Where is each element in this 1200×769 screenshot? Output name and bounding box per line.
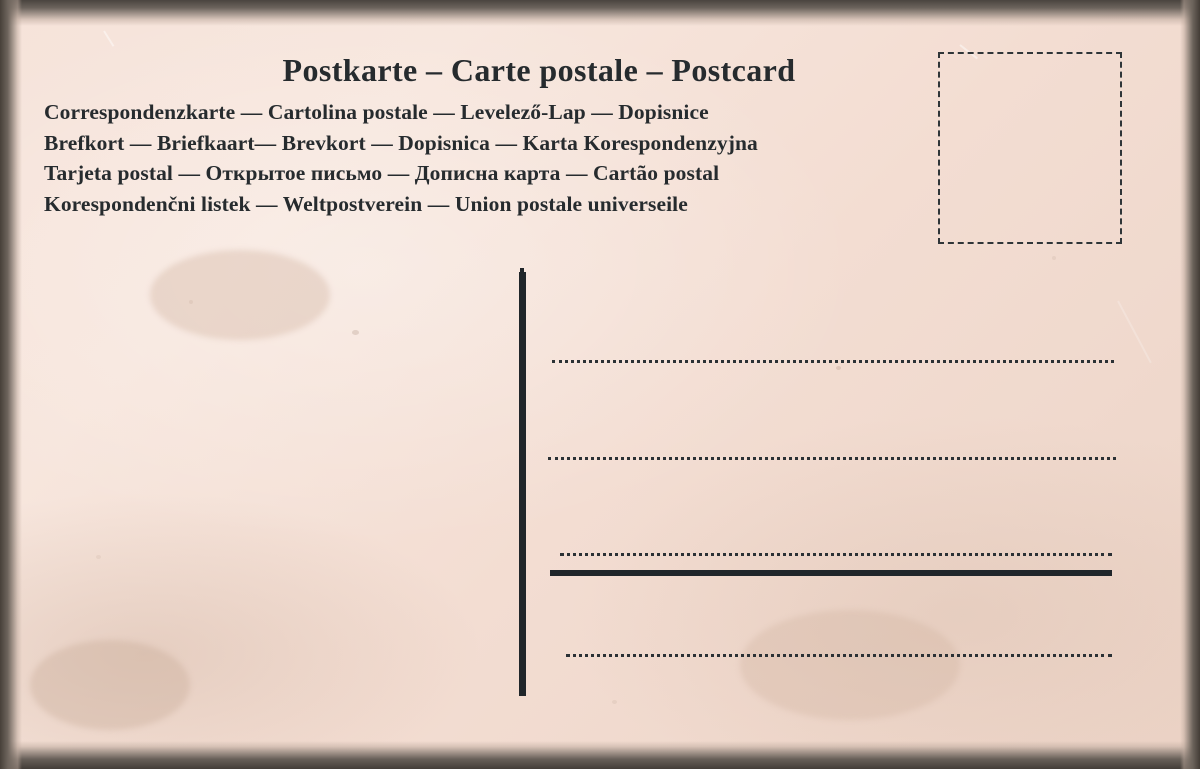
postcard-edge-left	[0, 0, 22, 769]
language-line-1: Correspondenzkarte — Cartolina postale — Levelező-Lap — Dopisnice	[44, 100, 709, 124]
paper-speck	[96, 555, 101, 559]
paper-scratch	[1117, 301, 1152, 364]
address-dotted-line-2	[548, 457, 1116, 460]
postcard-header	[44, 52, 934, 219]
paper-speck	[612, 700, 617, 704]
language-line-2: Brefkort — Briefkaart— Brevkort — Dopisnica — Karta Korespondenzyjna	[44, 130, 758, 155]
paper-speck	[352, 330, 359, 335]
paper-speck	[189, 300, 193, 304]
paper-speck	[1052, 256, 1056, 260]
address-solid-line	[550, 570, 1112, 576]
address-dotted-line-1	[552, 360, 1114, 363]
paper-speck	[836, 366, 841, 370]
center-divider-line	[519, 272, 526, 696]
paper-scratch	[103, 30, 114, 46]
paper-smudge	[740, 610, 960, 720]
paper-smudge	[150, 250, 330, 340]
paper-smudge	[30, 640, 190, 730]
language-line-3: Tarjeta postal — Открытое письмо — Дописна карта — Cartão postal	[44, 161, 720, 186]
stamp-placement-box	[938, 52, 1122, 244]
language-line-4: Korespondenčni listek — Weltpostverein — Union postale universeile	[44, 191, 688, 216]
postcard-edge-right	[1180, 0, 1200, 769]
address-dotted-line-3	[560, 553, 1112, 556]
address-dotted-line-4	[566, 654, 1112, 657]
postcard-title: Postkarte – Carte postale – Postcard	[282, 52, 796, 88]
postcard-edge-top	[0, 0, 1200, 26]
postcard-edge-bottom	[0, 741, 1200, 769]
